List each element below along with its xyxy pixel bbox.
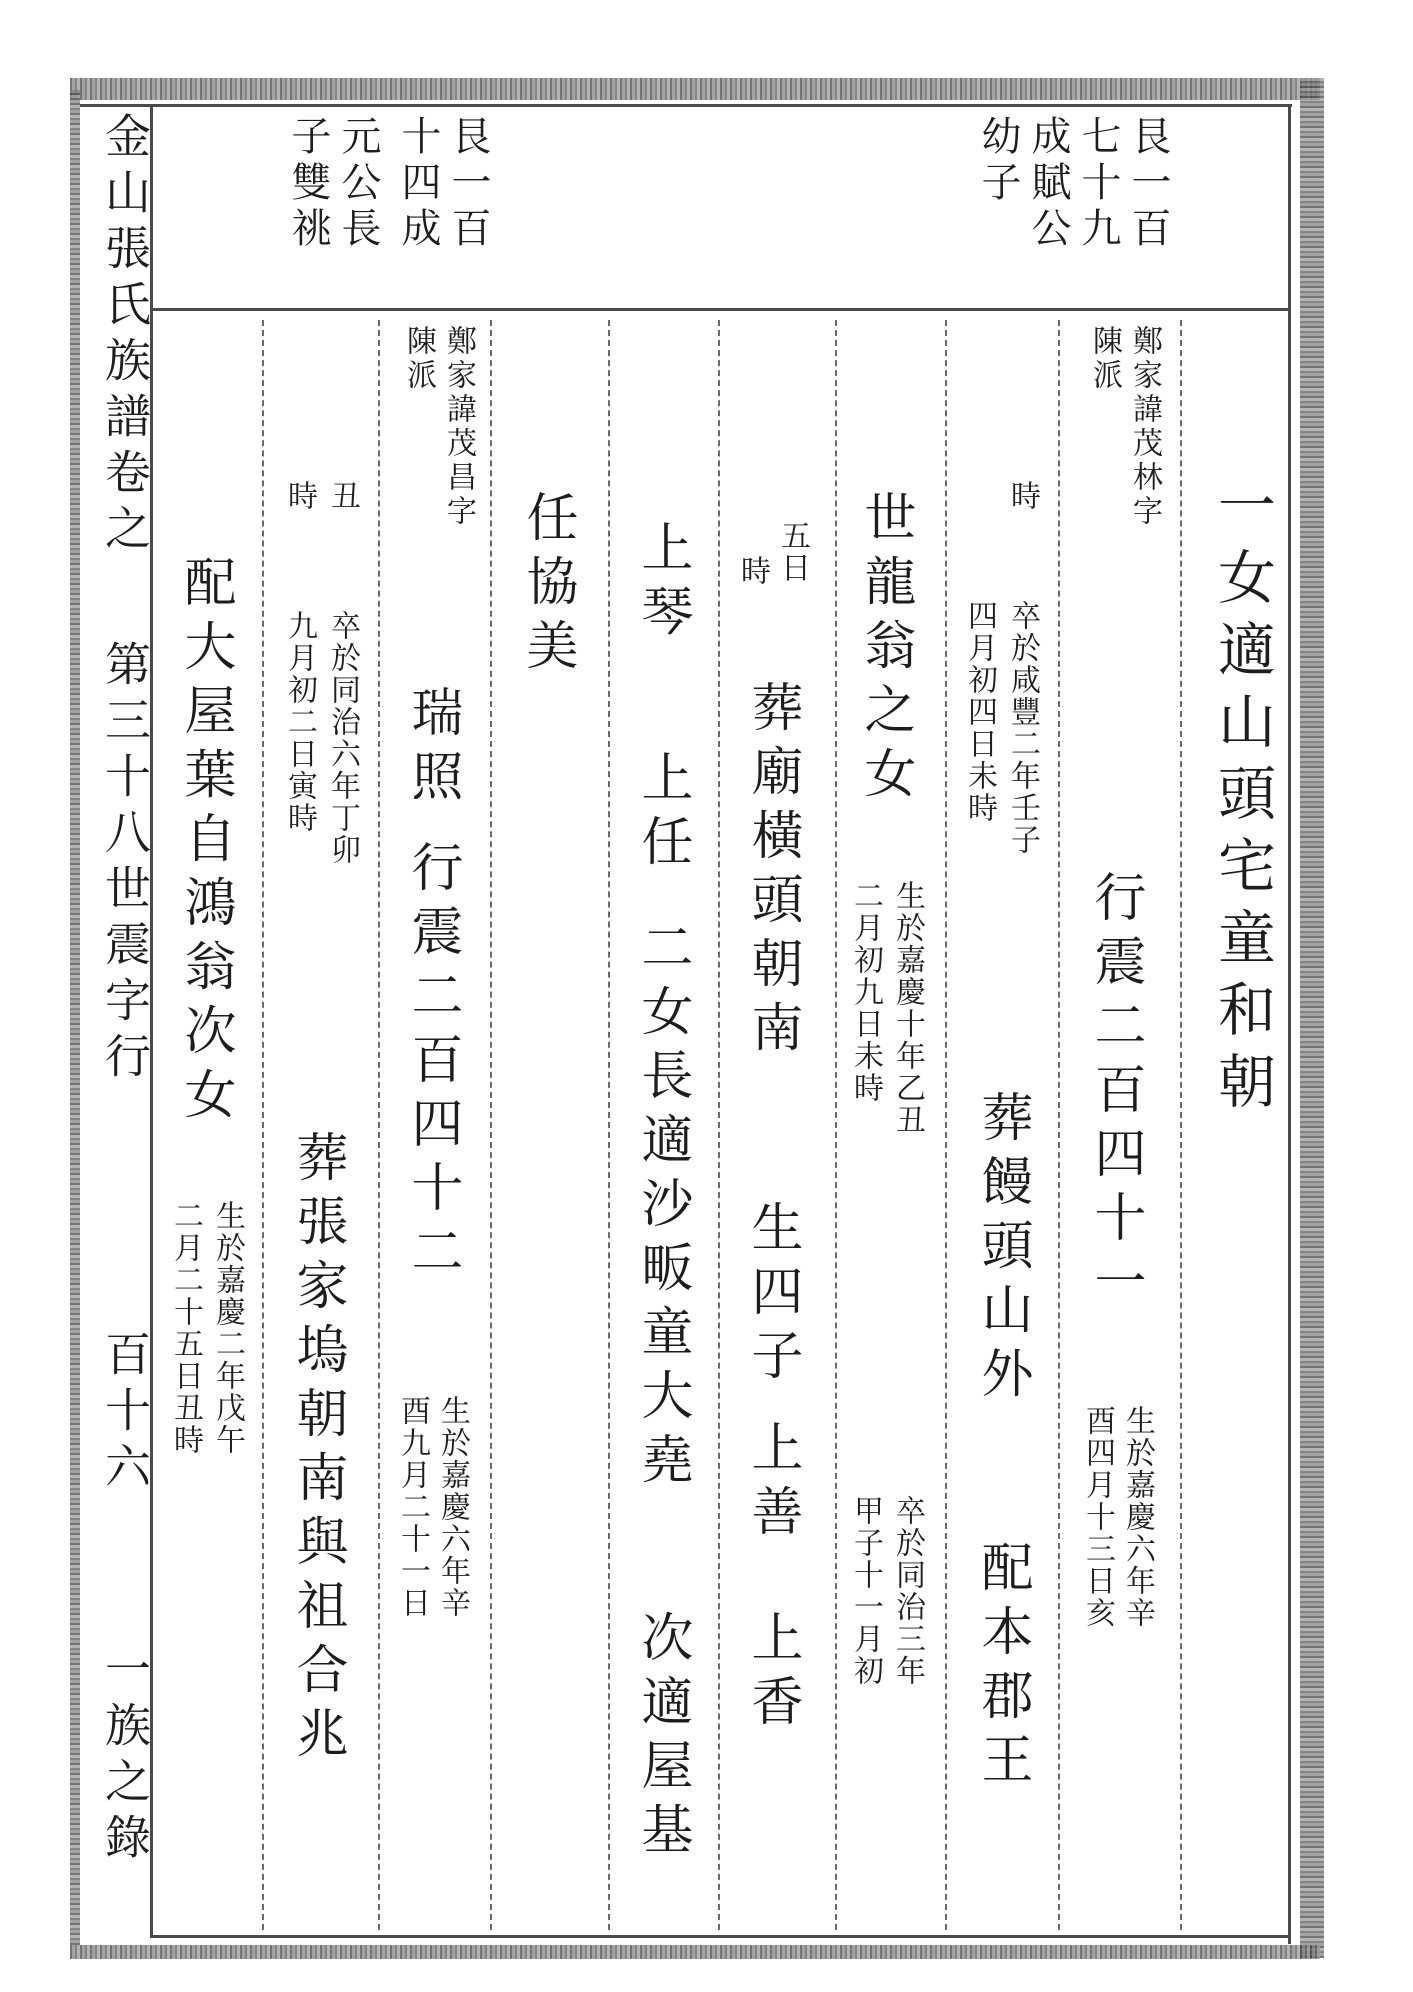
entry-maochang-courtesy: 瑞照 bbox=[402, 685, 462, 813]
upper-note-col1b: 七十九 bbox=[1075, 115, 1121, 253]
entry-maolin-death-2: 四月初四日未時 bbox=[962, 600, 997, 824]
entry-maolin-death-1: 卒於咸豐二年壬子 bbox=[1005, 600, 1040, 856]
column-divider bbox=[608, 320, 610, 1930]
entry-maochang-birth-1: 生於嘉慶六年辛 bbox=[435, 1395, 470, 1619]
upper-note-col2c: 元公長 bbox=[335, 115, 381, 253]
entry-son-shangshan: 上善 bbox=[742, 1420, 802, 1548]
column-divider bbox=[262, 320, 264, 1930]
column-divider bbox=[490, 320, 492, 1930]
entry-wife-birth-2: 二月初九日未時 bbox=[848, 880, 883, 1104]
entry-maolin-family: 鄭家諱茂林字 bbox=[1127, 325, 1162, 529]
entry-wife-birth-1: 生於嘉慶十年乙丑 bbox=[890, 880, 925, 1136]
entry-son-shangren: 上任 bbox=[632, 750, 692, 878]
frame-top-line bbox=[80, 104, 1292, 107]
entry-wife-death-hour: 時 bbox=[735, 555, 770, 587]
entry-daughter-marriage: 一女適山頭宅童和朝 bbox=[1208, 475, 1276, 1123]
entry-maolin-branch: 陳派 bbox=[1087, 325, 1122, 393]
upper-note-col1a: 艮一百 bbox=[1125, 115, 1171, 253]
upper-note-col1c: 成賦公 bbox=[1025, 115, 1071, 253]
entry-son-shangqin: 上琴 bbox=[632, 520, 692, 648]
margin-page-number: 百十六 bbox=[98, 1330, 152, 1498]
entry-maochang-rank: 行震二百四十二 bbox=[402, 840, 462, 1288]
top-border bbox=[70, 78, 1320, 100]
upper-note-col2a: 艮一百 bbox=[445, 115, 491, 253]
left-border bbox=[70, 90, 80, 1945]
entry-adopted-heir: 任協美 bbox=[517, 490, 577, 682]
margin-bottom-label: 一族之錄 bbox=[98, 1645, 152, 1869]
column-divider bbox=[718, 320, 720, 1930]
entry-maolin-burial: 葬饅頭山外 bbox=[972, 1090, 1032, 1410]
register-divider-line bbox=[150, 308, 1290, 311]
entry-maochang-burial: 葬張家塢朝南與祖合兆 bbox=[287, 1130, 347, 1770]
column-divider bbox=[378, 320, 380, 1930]
right-border bbox=[1300, 78, 1324, 1958]
entry-maolin-rank: 行震二百四十一 bbox=[1085, 870, 1145, 1318]
entry-maochang-death-hour-1: 丑 bbox=[325, 480, 360, 512]
entry-maochang-branch: 陳派 bbox=[401, 325, 436, 393]
entry-maochang-spouse: 配大屋葉自鴻翁次女 bbox=[175, 555, 235, 1131]
frame-bottom-line bbox=[150, 1935, 1290, 1938]
entry-maolin-death-prefix: 時 bbox=[1005, 480, 1040, 512]
entry-wife-death-1: 卒於同治三年 bbox=[890, 1495, 925, 1687]
upper-note-col1d: 幼子 bbox=[975, 115, 1021, 207]
column-divider bbox=[945, 320, 947, 1930]
entry-maolin-birth-1: 生於嘉慶六年辛 bbox=[1120, 1405, 1155, 1629]
entry-spouse-birth-1: 生於嘉慶二年戊午 bbox=[210, 1200, 245, 1456]
bottom-border bbox=[70, 1945, 1320, 1959]
entry-wife-father: 世龍翁之女 bbox=[855, 490, 915, 810]
entry-wife-burial: 葬廟橫頭朝南 bbox=[742, 680, 802, 1064]
column-divider bbox=[1058, 320, 1060, 1930]
entry-daughters: 二女長適沙畈童大堯 bbox=[632, 920, 692, 1496]
entry-sons-count: 生四子 bbox=[742, 1200, 802, 1392]
entry-maochang-death-1: 卒於同治六年丁卯 bbox=[325, 610, 360, 866]
entry-maochang-death-hour-2: 時 bbox=[282, 480, 317, 512]
entry-wife-death-day: 五日 bbox=[775, 520, 810, 584]
entry-spouse-birth-2: 二月二十五日丑時 bbox=[168, 1200, 203, 1456]
entry-maolin-birth-2: 酉四月十三日亥 bbox=[1080, 1405, 1115, 1629]
frame-right-line bbox=[1288, 104, 1291, 1944]
margin-generation: 第三十八世震字行 bbox=[98, 640, 152, 1088]
entry-wife-death-2: 甲子十一月初 bbox=[848, 1495, 883, 1687]
upper-note-col2d: 子雙祧 bbox=[285, 115, 331, 253]
column-divider bbox=[1180, 320, 1182, 1930]
margin-title: 金山張氏族譜卷之 bbox=[98, 112, 152, 560]
entry-maolin-spouse: 配本郡王 bbox=[972, 1540, 1032, 1796]
entry-son-shangxiang: 上香 bbox=[742, 1610, 802, 1738]
entry-maochang-death-2: 九月初二日寅時 bbox=[282, 610, 317, 834]
entry-maochang-birth-2: 酉九月二十一日 bbox=[395, 1395, 430, 1619]
entry-maochang-family: 鄭家諱茂昌字 bbox=[441, 325, 476, 529]
column-divider bbox=[835, 320, 837, 1930]
entry-daughter-second: 次適屋基 bbox=[632, 1610, 692, 1866]
upper-note-col2b: 十四成 bbox=[395, 115, 441, 253]
